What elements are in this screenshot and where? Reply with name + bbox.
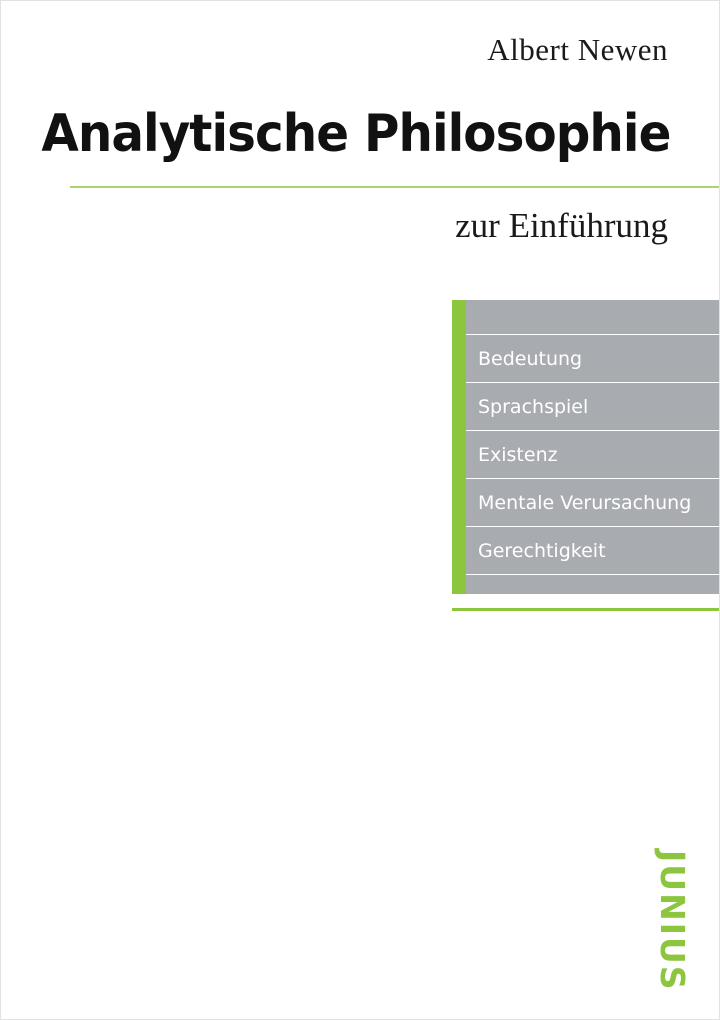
publisher-logo: JUNIUS — [653, 850, 692, 992]
title-divider-rule — [70, 186, 720, 188]
keyword-panel-bottom-spacer — [452, 574, 720, 594]
book-subtitle: zur Einführung — [455, 206, 668, 245]
keyword-item: Bedeutung — [452, 334, 720, 382]
keyword-item: Mentale Verursachung — [452, 478, 720, 526]
keyword-item: Sprachspiel — [452, 382, 720, 430]
keyword-accent-bar — [452, 300, 466, 594]
keyword-list — [452, 300, 720, 594]
book-title: Analytische Philosophie — [40, 104, 670, 164]
keyword-underline-rule — [452, 608, 720, 611]
keyword-panel — [452, 300, 720, 594]
keyword-panel-top-spacer — [452, 300, 720, 334]
keyword-item: Existenz — [452, 430, 720, 478]
author-name: Albert Newen — [487, 32, 668, 67]
keyword-item: Gerechtigkeit — [452, 526, 720, 574]
